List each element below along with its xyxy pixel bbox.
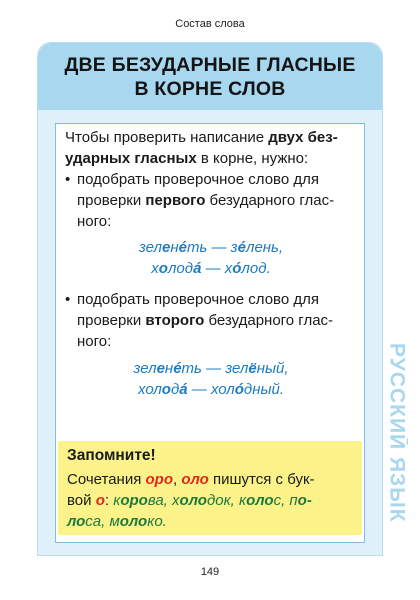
bullet-text: ного: (77, 333, 112, 350)
example-text: зеленéть — зéлень, (138, 239, 284, 256)
example-line (56, 258, 366, 279)
bullet-dot: • (65, 291, 71, 308)
bullet-text: проверки (77, 312, 146, 329)
bullet-text: безударного глас- (205, 192, 335, 209)
note-part: : (104, 492, 114, 509)
intro-part: в корне, нужно: (196, 150, 309, 167)
intro-bold: ударных гласных (65, 150, 197, 167)
bullet-first-vowel (65, 169, 357, 232)
content-box (55, 123, 365, 543)
side-label (384, 343, 408, 579)
bullet-text: безударного глас- (204, 312, 334, 329)
title-line-1: ДВЕ БЕЗУДАРНЫЕ ГЛАСНЫЕ (64, 53, 356, 76)
bullet-bold: второго (145, 312, 205, 329)
example-line (56, 379, 366, 400)
note-text (67, 469, 355, 532)
note-examples: лоса, молоко. (67, 513, 167, 530)
note-o: о (95, 492, 105, 509)
note-part: Сочетания (67, 471, 146, 488)
intro-bold: двух без- (268, 129, 338, 146)
bullet-second-vowel (65, 289, 357, 352)
remember-note (58, 441, 362, 535)
note-part: , (173, 471, 182, 488)
page-number: 149 (200, 566, 220, 578)
bullet-text: подобрать проверочное слово для (77, 291, 319, 308)
note-examples: корова, холодок, колос, по- (113, 492, 312, 509)
example-text: холодá — холóдный. (137, 381, 285, 398)
example-line (56, 237, 366, 258)
example-line (56, 358, 366, 379)
bullet-text: ного: (77, 213, 112, 230)
example-text: холодá — хóлод. (151, 260, 271, 277)
intro-part: Чтобы проверить написание (65, 129, 269, 146)
card-title (38, 43, 382, 110)
note-part: пишутся с бук- (208, 471, 315, 488)
note-part: вой (67, 492, 96, 509)
note-olo: оло (181, 471, 209, 488)
bullet-dot: • (65, 171, 71, 188)
note-title: Запомните! (67, 447, 156, 464)
note-oro: оро (145, 471, 174, 488)
bullet-text: подобрать проверочное слово для (77, 171, 319, 188)
bullet-bold: первого (145, 192, 206, 209)
page-header: Состав слова (175, 18, 245, 30)
bullet-text: проверки (77, 192, 146, 209)
title-line-2: В КОРНЕ СЛОВ (134, 77, 286, 100)
rule-card (37, 42, 383, 556)
side-label-text: РУССКИЙ ЯЗЫК (385, 343, 408, 523)
example-text: зеленéть — зелёный, (133, 360, 289, 377)
intro-text (65, 127, 357, 169)
